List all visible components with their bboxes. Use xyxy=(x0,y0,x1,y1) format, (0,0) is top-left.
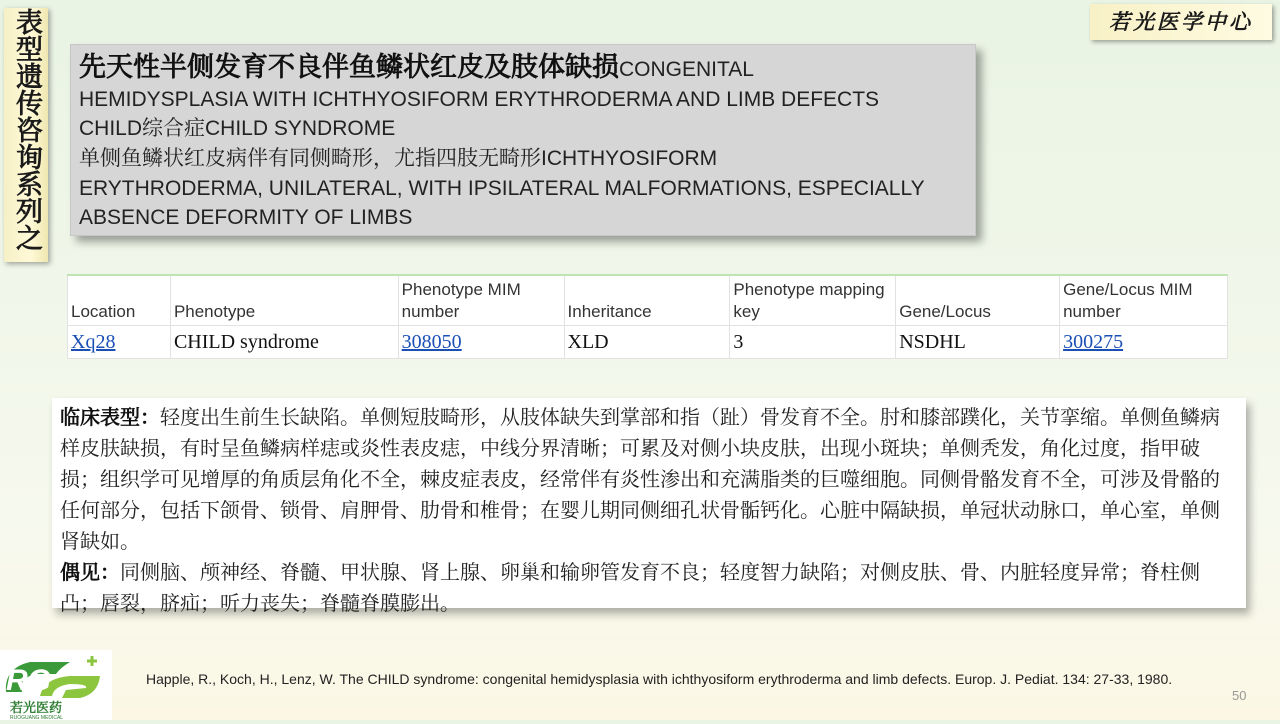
alias2-en-a: ICHTHYOSIFORM xyxy=(541,147,718,170)
alias2-zh: 单侧鱼鳞状红皮病伴有同侧畸形，尤指四肢无畸形 xyxy=(79,147,541,170)
alias2-en-b: ERYTHRODERMA, UNILATERAL, WITH IPSILATERAL MALFORMATIONS, ESPECIALLY xyxy=(79,177,925,200)
col-header-phenotype-mim: Phenotype MIM number xyxy=(398,275,564,326)
col-header-mapping-key: Phenotype mapping key xyxy=(730,275,896,326)
logo-caption: 若光医药 xyxy=(10,701,63,716)
gene-cell: NSDHL xyxy=(896,326,1060,359)
phenotype-cell: CHILD syndrome xyxy=(170,326,398,359)
inheritance-cell: XLD xyxy=(564,326,730,359)
clinical-description xyxy=(52,398,1246,615)
title-zh-main: 先天性半侧发育不良伴鱼鳞状红皮及肢体缺损 xyxy=(79,52,619,83)
mapping-key-cell: 3 xyxy=(730,326,896,359)
alias1-en: CHILD SYNDROME xyxy=(205,117,396,140)
title-en-main-a: CONGENITAL xyxy=(619,58,754,81)
alias2-en-c: ABSENCE DEFORMITY OF LIMBS xyxy=(79,206,413,229)
page-number: 50 xyxy=(1232,688,1247,703)
col-header-gene: Gene/Locus xyxy=(896,275,1060,326)
col-header-gene-mim: Gene/Locus MIM number xyxy=(1060,275,1228,326)
table-header-row xyxy=(68,275,1228,326)
reference-citation: Happle, R., Koch, H., Lenz, W. The CHILD syndrome: congenital hemidysplasia with ichthyosiform erythroderma and limb defects. Europ. J. Pediat. 134: 27-33, 1980. xyxy=(146,671,1173,687)
col-header-location: Location xyxy=(68,275,171,326)
rg-logo-mark xyxy=(0,650,112,720)
logo-letters: RG xyxy=(6,664,51,697)
title-line-3 xyxy=(79,114,975,144)
title-line-4 xyxy=(79,144,975,174)
clinical-text: 轻度出生前生长缺陷。单侧短肢畸形，从肢体缺失到掌部和指（趾）骨发育不全。肘和膝部蹼化，关节挛缩。单侧鱼鳞病样皮肤缺损，有时呈鱼鳞病样痣或炎性表皮痣，中线分界清晰；可累及对侧小块皮肤，出现小斑块；单侧秃发，角化过度，指甲破损；组织学可见增厚的角质层角化不全，棘皮症表皮，经常伴有炎性渗出和充满脂类的巨噬细胞。同侧骨骼发育不全，可涉及骨骼的任何部分，包括下颌骨、锁骨、肩胛骨、肋骨和椎骨；在婴儿期同侧细孔状骨骺钙化。心脏中隔缺损，单冠状动脉口，单心室，单侧肾缺如。 xyxy=(60,405,1220,553)
clinical-label: 临床表型： xyxy=(60,405,160,429)
col-header-phenotype: Phenotype xyxy=(170,275,398,326)
omim-table xyxy=(67,274,1228,359)
col-header-inheritance: Inheritance xyxy=(564,275,730,326)
series-title: 表型遗传咨询系列之 xyxy=(11,8,42,251)
company-logo xyxy=(0,650,112,720)
occasional-text: 同侧脑、颅神经、脊髓、甲状腺、肾上腺、卵巢和输卵管发育不良；轻度智力缺陷；对侧皮肤、骨、内脏轻度异常；脊柱侧凸；唇裂，脐疝；听力丧失；脊髓脊膜膨出。 xyxy=(60,560,1200,615)
title-box xyxy=(70,44,976,236)
brand-label: 若光医学中心 xyxy=(1090,4,1272,40)
table-row xyxy=(68,326,1228,359)
title-en-main-b: HEMIDYSPLASIA WITH ICHTHYOSIFORM ERYTHRODERMA AND LIMB DEFECTS xyxy=(79,88,880,111)
occasional-label: 偶见： xyxy=(60,560,120,584)
phenotype-mim-link[interactable]: 308050 xyxy=(398,326,564,359)
title-line-1 xyxy=(79,53,975,85)
series-title-banner xyxy=(4,8,48,262)
gene-mim-link[interactable]: 300275 xyxy=(1060,326,1228,359)
alias1-prefix: CHILD综合症 xyxy=(79,117,206,140)
location-link[interactable]: Xq28 xyxy=(68,326,171,359)
logo-sub: RUOGUANG MEDICAL xyxy=(10,715,64,720)
